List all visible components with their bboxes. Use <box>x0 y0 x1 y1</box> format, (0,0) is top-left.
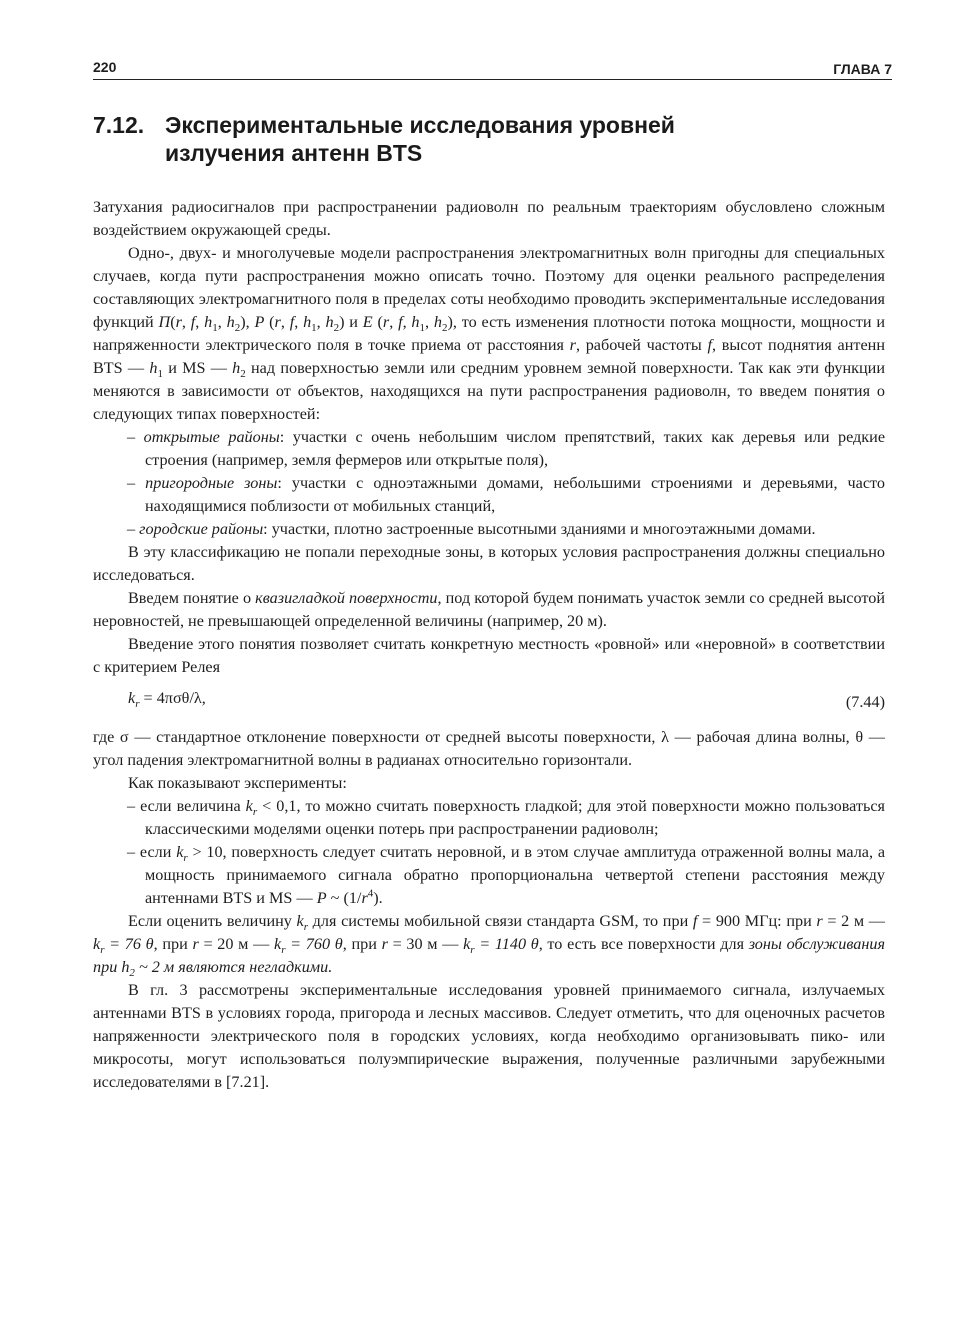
list-item-open-areas: – открытые районы: участки с очень небольшим числом препятствий, таких как деревья или редкие строения (например, земля фермеров или открытые поля), <box>127 428 886 469</box>
paragraph-where: где σ — стандартное отклонение поверхности от средней высоты поверхности, λ — рабочая длина волны, θ — угол падения электромагнитной волны в радианах относительно горизонтали. <box>93 728 885 769</box>
list-item-smooth: – если величина $k_r < 0,1$, то можно считать поверхность гладкой; для этой поверхности можно пользоваться классическими моделями оценки потерь при распространении радиоволн; <box>127 797 886 838</box>
formula-7-44 <box>93 687 885 710</box>
paragraph-chapter3: В гл. 3 рассмотрены экспериментальные исследования уровней принимаемого сигнала, излучаемых антеннами BTS в условиях города, пригорода и лесных массивов. Следует отметить, что для оценочных расчетов напряженности электрического поля в городских условиях, когда необходимо организовывать пико- или микросоты, могут использоваться полуэмпирические выражения, полученные различными зарубежными исследователями в [7.21]. <box>93 981 885 1091</box>
page-number: 220 <box>93 59 117 75</box>
paragraph-gsm-estimate: Если оценить величину $k_r$ для системы мобильной связи стандарта GSM, то при f = 900 МГц: при r = 2 м — $k_r = 76$ θ, при r = 20 м — $k_r = 760$ θ, при r = 30 м — $k_r = 1140$ θ, то есть все поверхности для зоны обслуживания при $h_2$ ~ 2 м являются негладкими. <box>93 912 886 980</box>
formula-expression: $k_r = 4\pi\sigma\theta/\lambda$, <box>128 689 206 711</box>
list-item-urban: – городские районы: участки, плотно застроенные высотными зданиями и многоэтажными домами. <box>127 520 816 538</box>
formula-number: (7.44) <box>845 693 885 711</box>
paragraph-transition-zones: В эту классификацию не попали переходные зоны, в которых условия распространения должны специально исследоваться. <box>93 543 885 584</box>
paragraph-quasi-smooth: Введем понятие о квазигладкой поверхности, под которой будем понимать участок земли со средней высотой неровностей, не превышающей определенной величины (например, 20 м). <box>93 589 885 630</box>
body-text <box>93 196 885 1094</box>
list-item-rough: – если $k_r > 10$, поверхность следует считать неровной, и в этом случае амплитуда отраженной волны мала, а мощность принимаемого сигнала обратно пропорциональна четвертой степени расстояния между антеннами BTS и MS — P ~ $(1/r^4)$. <box>127 843 886 907</box>
paragraph-experiments: Как показывают эксперименты: <box>128 774 347 792</box>
section-number: 7.12. <box>93 112 145 138</box>
paragraph-intro: Затухания радиосигналов при распространении радиоволн по реальным траекториям обусловлено сложным воздействием окружающей среды. <box>93 198 885 239</box>
section-title: Экспериментальные исследования уровней излучения антенн BTS <box>165 112 675 166</box>
paragraph-models: Одно-, двух- и многолучевые модели распространения электромагнитных волн пригодны для специальных случаев, когда пути распространения можно описать точно. Поэтому для оценки реального распределения составляющих электромагнитного поля в пределах соты необходимо проводить экспериментальные исследования функций П(r, f, $h_1$, $h_2$), P (r, f, $h_1$, $h_2$) и E (r, f, $h_1$, $h_2$), то есть изменения плотности потока мощности, мощности и напряженности электрического поля в точке приема от расстояния r, рабочей частоты f, высот поднятия антенн BTS — $h_1$ и MS — $h_2$ над поверхностью земли или средним уровнем земной поверхности. Так как эти функции меняются в зависимости от объектов, находящихся на пути распространения радиоволн, то введем понятия о следующих типах поверхностей: <box>93 244 886 423</box>
running-head <box>93 57 892 80</box>
paragraph-rayleigh: Введение этого понятия позволяет считать конкретную местность «ровной» или «неровной» в соответствии с критерием Релея <box>93 635 885 676</box>
chapter-label: ГЛАВА 7 <box>833 61 892 77</box>
list-item-suburban: – пригородные зоны: участки с одноэтажными домами, небольшими строениями и деревьями, часто находящимися поблизости от мобильных станций, <box>127 474 886 515</box>
